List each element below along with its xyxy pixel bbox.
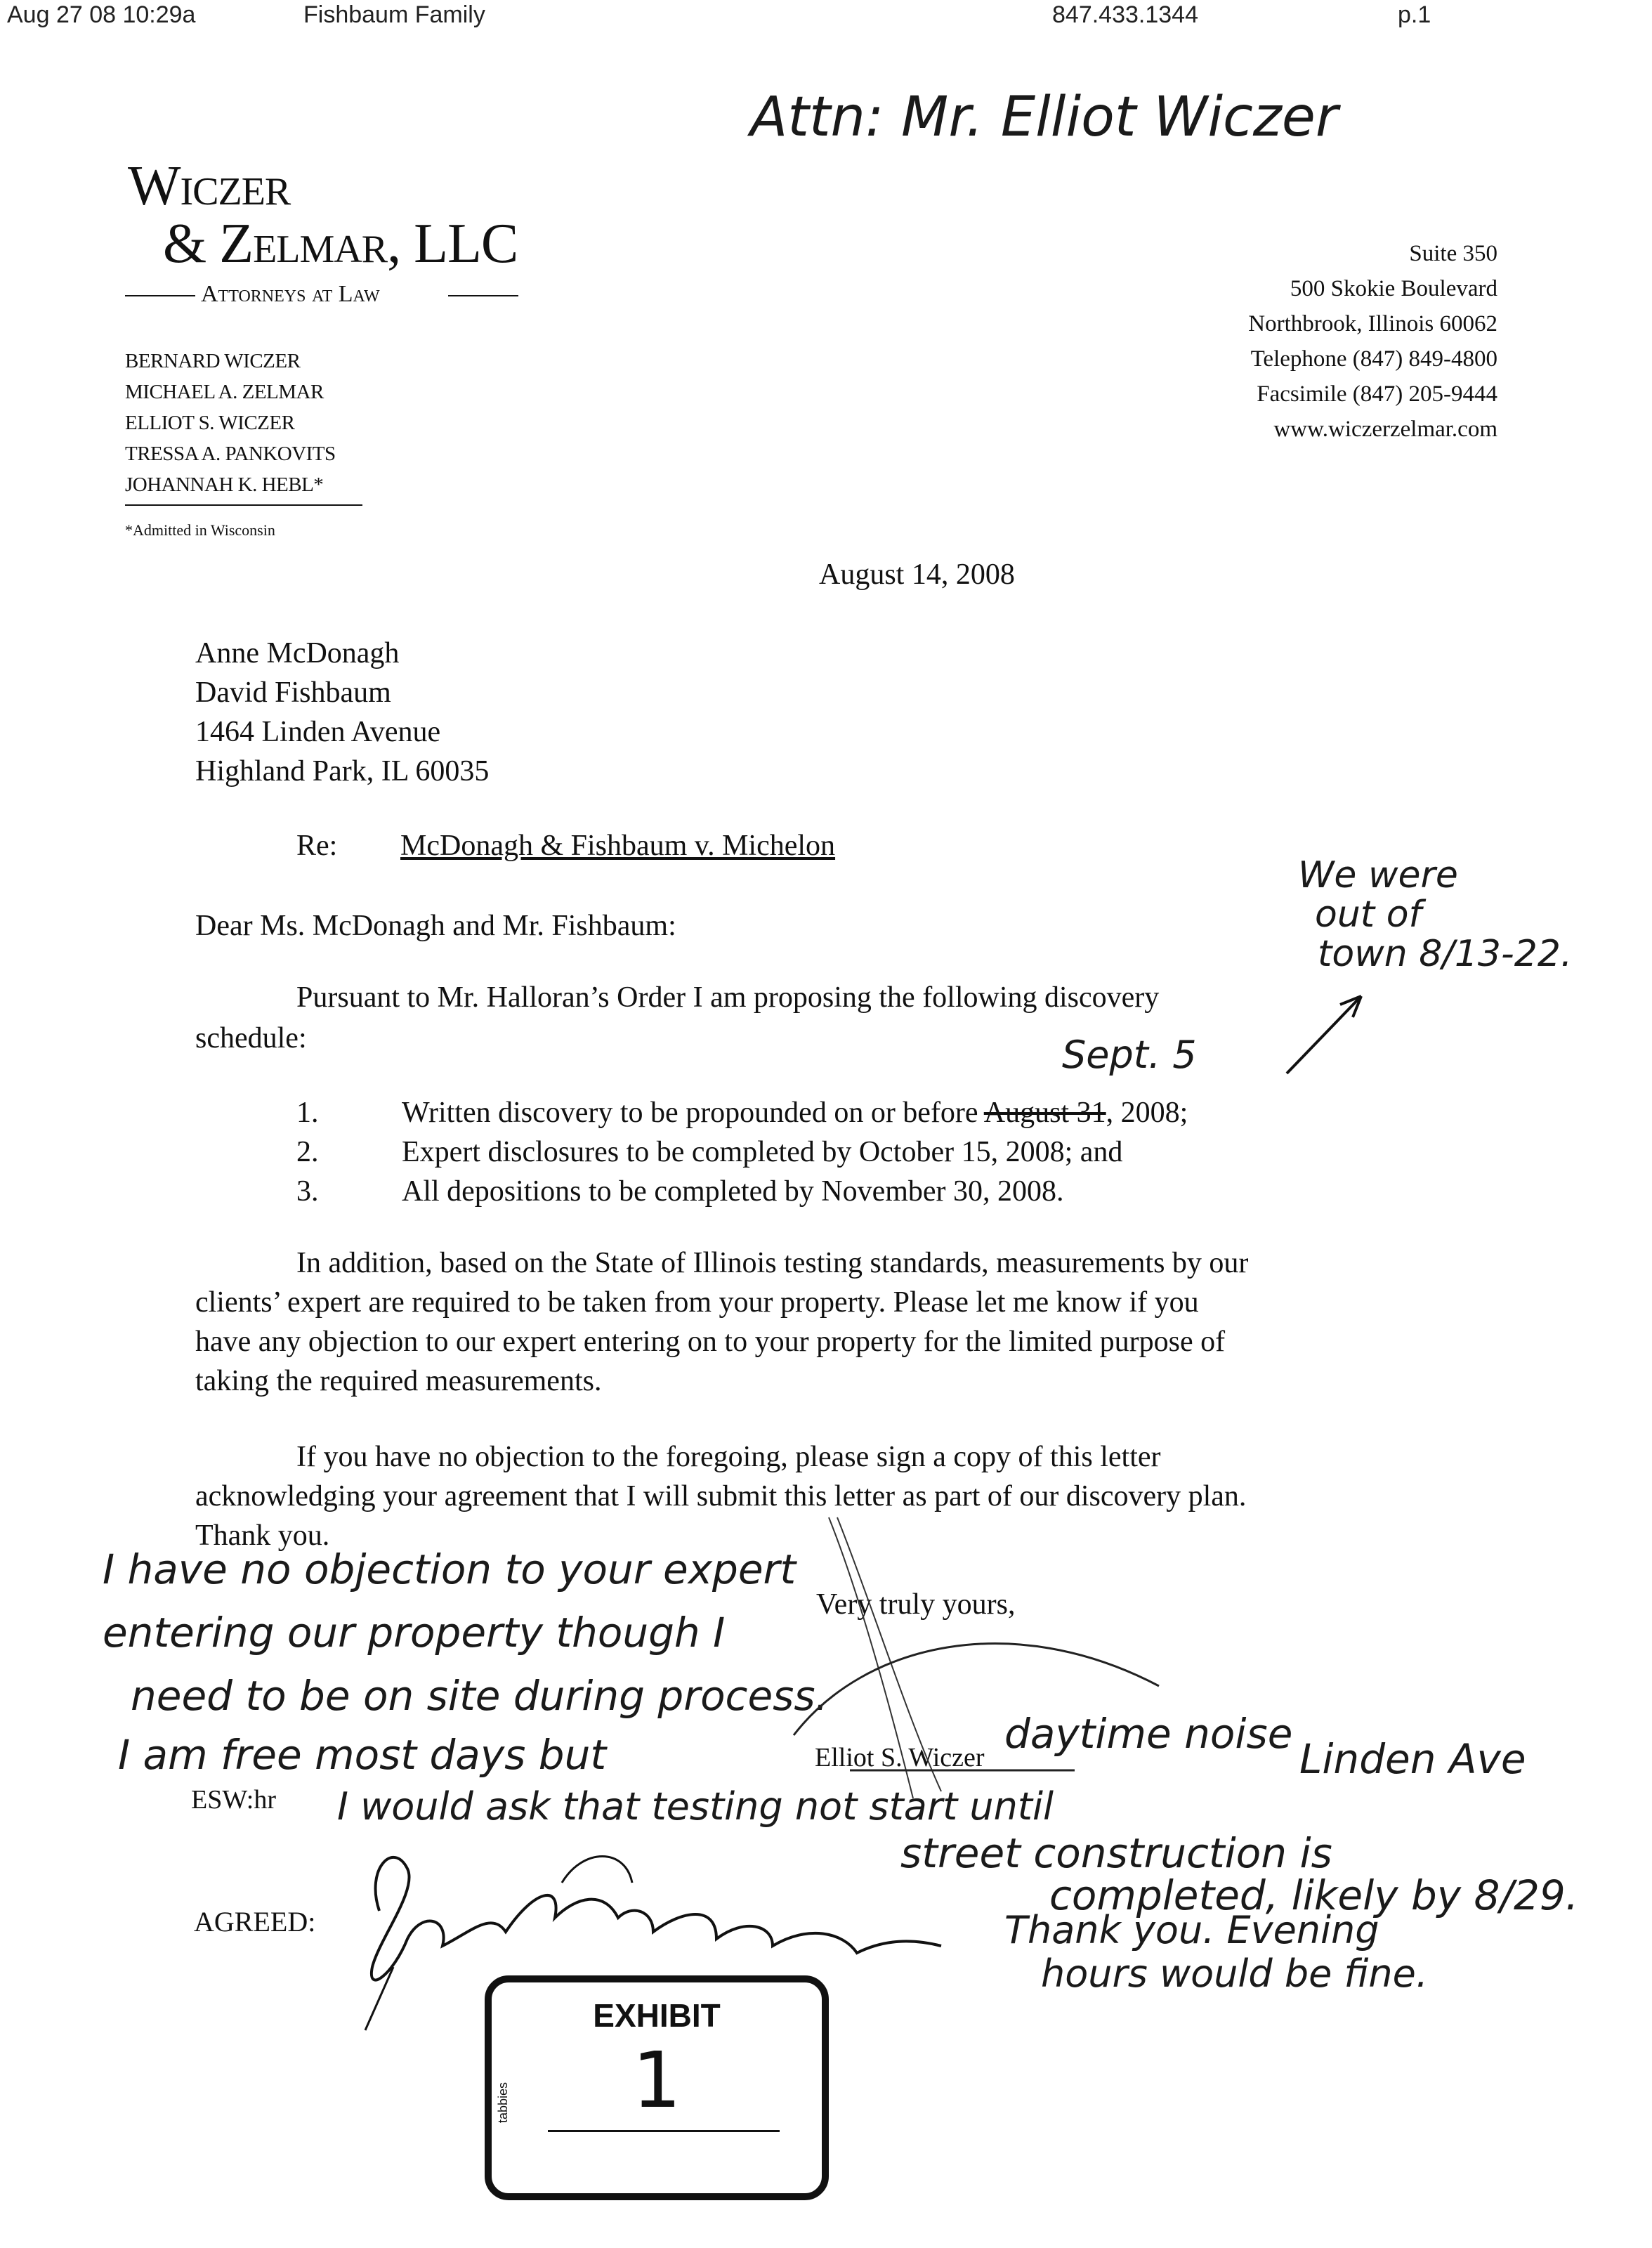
paragraph-1-line: Pursuant to Mr. Halloran’s Order I am proposing the following discovery — [296, 981, 1160, 1014]
tagline-rule-right — [448, 295, 518, 296]
admission-footnote: *Admitted in Wisconsin — [125, 521, 275, 539]
item-text-end: , 2008; — [1106, 1097, 1188, 1129]
margin-note-line: We were — [1298, 854, 1458, 896]
exhibit-sticker — [485, 1975, 829, 2200]
recipient-line: 1464 Linden Avenue — [195, 716, 441, 748]
item-number: 2. — [296, 1136, 319, 1168]
handwritten-reply-line: I have no objection to your expert — [103, 1546, 796, 1593]
address-line: Suite 350 — [1409, 241, 1497, 266]
struck-date: August 31 — [983, 1097, 1106, 1129]
firm-tagline: Attorneys at Law — [201, 281, 380, 307]
paragraph-2-line: clients’ expert are required to be taken from your property. Please let me know if you — [195, 1286, 1199, 1319]
attn-note: Attn: Mr. Elliot Wiczer — [750, 86, 1338, 149]
paragraph-2-line: In addition, based on the State of Illinois testing standards, measurements by our — [296, 1247, 1249, 1279]
paragraph-2-line: have any objection to our expert entering on to your property for the limited purpose of — [195, 1326, 1226, 1358]
margin-note-line: town 8/13-22. — [1318, 933, 1573, 975]
signer-name: Elliot S. Wiczer — [815, 1743, 985, 1772]
address-line: Northbrook, Illinois 60062 — [1248, 311, 1497, 336]
fax-page: p.1 — [1398, 1, 1431, 28]
typist-initials: ESW:hr — [191, 1785, 277, 1815]
handwritten-reply-line: hours would be fine. — [1041, 1952, 1429, 1996]
address-line: Telephone (847) 849-4800 — [1250, 346, 1497, 372]
firm-tagline-row — [125, 281, 518, 309]
item-text: Written discovery to be propounded on or before — [402, 1097, 984, 1129]
re-label: Re: — [296, 830, 338, 862]
fax-sender: Fishbaum Family — [303, 1, 485, 28]
schedule-item-3 — [296, 1172, 1064, 1211]
address-line: 500 Skokie Boulevard — [1290, 276, 1497, 301]
paragraph-3-line: If you have no objection to the foregoing, please sign a copy of this letter — [296, 1441, 1161, 1473]
exhibit-number: 1 — [632, 2035, 681, 2125]
exhibit-label: EXHIBIT — [593, 1997, 721, 2034]
handwritten-sept-date: Sept. 5 — [1062, 1033, 1197, 1077]
handwritten-reply-line: need to be on site during process. — [131, 1672, 828, 1720]
paragraph-1-line: schedule: — [195, 1022, 307, 1054]
agreed-label: AGREED: — [194, 1906, 316, 1937]
item-number: 3. — [296, 1175, 319, 1208]
partner-rule — [125, 504, 362, 506]
handwritten-reply-line: Thank you. Evening — [1004, 1908, 1379, 1952]
recipient-line: David Fishbaum — [195, 677, 391, 709]
recipient-line: Highland Park, IL 60035 — [195, 755, 490, 788]
recipient-block — [195, 634, 489, 791]
partner-name: JOHANNAH K. HEBL* — [125, 473, 324, 496]
handwritten-reply-line: I would ask that testing not start until — [337, 1784, 1054, 1829]
handwritten-margin-note — [1298, 856, 1572, 974]
firm-name-line1: Wiczer — [128, 155, 291, 217]
partner-name: MICHAEL A. ZELMAR — [125, 381, 324, 403]
schedule-item-1 — [296, 1093, 1188, 1132]
margin-note-line: out of — [1315, 894, 1422, 936]
schedule-item-2 — [296, 1132, 1122, 1172]
firm-address — [1248, 236, 1497, 447]
exhibit-brand: tabbies — [496, 2082, 510, 2123]
salutation: Dear Ms. McDonagh and Mr. Fishbaum: — [195, 910, 676, 942]
pen-strokes — [780, 1503, 1173, 1812]
firm-name-line2: & Zelmar, LLC — [163, 213, 518, 275]
partner-name: TRESSA A. PANKOVITS — [125, 443, 336, 465]
handwritten-reply-line: daytime noise — [1004, 1710, 1293, 1758]
handwritten-reply-line: Linden Ave — [1299, 1735, 1526, 1783]
re-subject: McDonagh & Fishbaum v. Michelon — [400, 830, 836, 862]
paragraph-3-line: acknowledging your agreement that I will submit this letter as part of our discovery plan. — [195, 1480, 1247, 1512]
address-line: www.wiczerzelmar.com — [1273, 417, 1497, 442]
item-text: All depositions to be completed by November 30, 2008. — [402, 1175, 1064, 1208]
address-line: Facsimile (847) 205-9444 — [1257, 381, 1497, 407]
tagline-rule-left — [125, 295, 195, 296]
letter-date: August 14, 2008 — [819, 558, 1015, 591]
fax-datetime: Aug 27 08 10:29a — [7, 1, 196, 28]
closing: Very truly yours, — [816, 1588, 1016, 1621]
arrow-icon — [1278, 984, 1377, 1082]
handwritten-reply-line: street construction is — [900, 1829, 1332, 1877]
handwritten-reply-line: entering our property though I — [103, 1609, 726, 1656]
exhibit-rule — [548, 2130, 780, 2132]
paragraph-3-line: Thank you. — [195, 1520, 330, 1552]
fax-phone: 847.433.1344 — [1052, 1, 1198, 28]
recipient-line: Anne McDonagh — [195, 637, 400, 669]
handwritten-reply-line: completed, likely by 8/29. — [1049, 1871, 1579, 1919]
partner-name: ELLIOT S. WICZER — [125, 412, 295, 434]
handwritten-reply-line: I am free most days but — [118, 1731, 607, 1779]
item-number: 1. — [296, 1097, 319, 1129]
partner-name: BERNARD WICZER — [125, 350, 301, 372]
item-text: Expert disclosures to be completed by October 15, 2008; and — [402, 1136, 1123, 1168]
partner-list — [125, 346, 336, 500]
paragraph-2-line: taking the required measurements. — [195, 1365, 602, 1397]
